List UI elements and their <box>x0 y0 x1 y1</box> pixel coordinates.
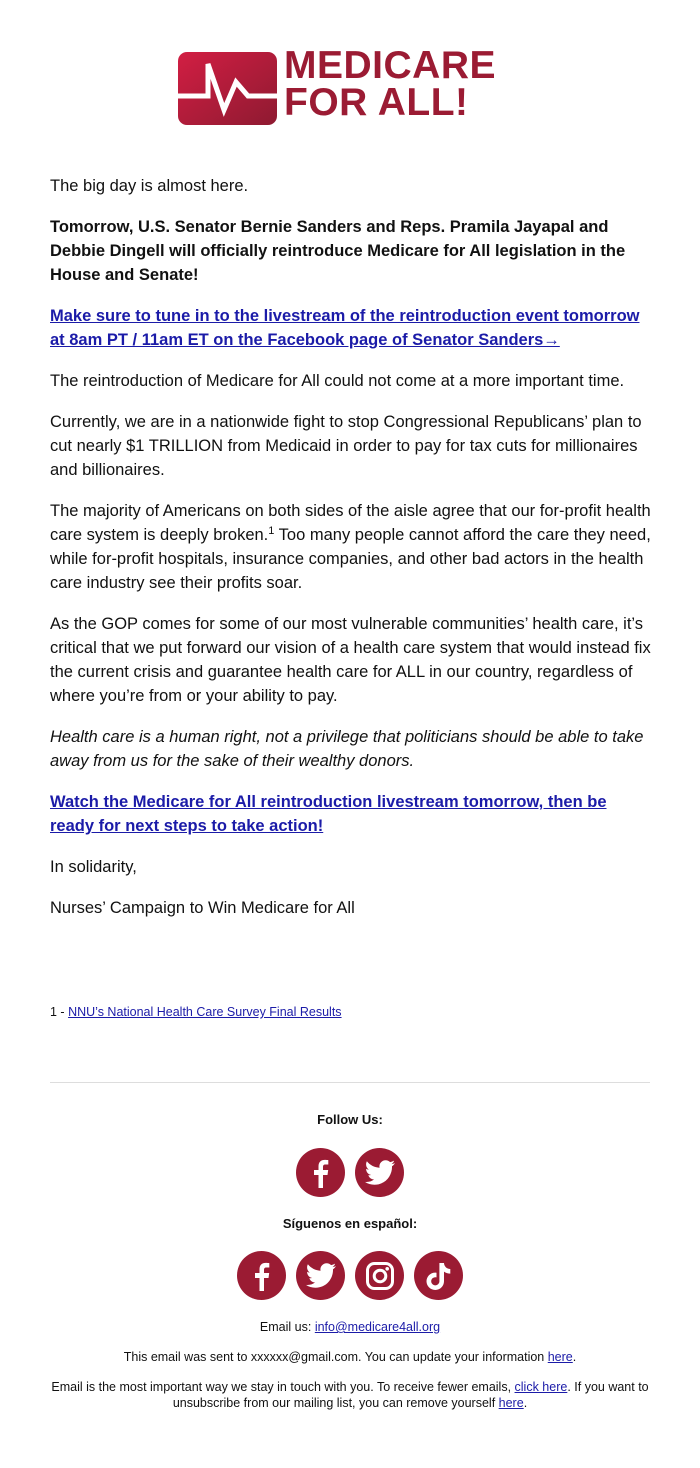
email-us-line <box>0 1319 700 1335</box>
sent-to-end: . <box>572 1350 577 1364</box>
unsubscribe-notice <box>50 1379 650 1411</box>
logo-heartbeat-icon <box>178 52 277 125</box>
footer-divider <box>50 1082 650 1083</box>
sent-to-text: This email was sent to xxxxxx@gmail.com. You can update your information <box>123 1350 548 1364</box>
medicaid-paragraph: Currently, we are in a nationwide fight to stop Congressional Republicans’ plan to cut nearly $1 TRILLION from Medicaid in order to pay for tax cuts for millionaires and billionaires. <box>50 413 642 479</box>
logo-line-1: MEDICARE <box>284 44 497 87</box>
announcement-paragraph: Tomorrow, U.S. Senator Bernie Sanders and Reps. Pramila Jayapal and Debbie Dingell will officially reintroduce Medicare for All legislation in the House and Senate! <box>50 218 626 284</box>
fewer-emails-text: Email is the most important way we stay in touch with you. To receive fewer emails, <box>51 1380 515 1394</box>
email-us-label: Email us: <box>259 1320 315 1334</box>
footnote <box>50 1004 342 1020</box>
livestream-cta-paragraph <box>50 304 655 352</box>
contact-email-link[interactable]: info@medicare4all.org <box>314 1320 441 1334</box>
twitter-icon[interactable] <box>296 1251 345 1300</box>
footnote-marker: 1 <box>268 525 275 537</box>
broken-system-paragraph <box>50 499 655 595</box>
human-right-paragraph: Health care is a human right, not a privilege that politicians should be able to take away from us for the sake of their wealthy donors. <box>50 728 644 770</box>
follow-us-label: Follow Us: <box>317 1112 383 1127</box>
facebook-icon[interactable] <box>296 1148 345 1197</box>
facebook-icon[interactable] <box>237 1251 286 1300</box>
watch-livestream-link[interactable]: Watch the Medicare for All reintroduction livestream tomorrow, then be ready for next steps to take action! <box>50 793 607 835</box>
logo-line-2: FOR ALL! <box>284 81 469 124</box>
gop-paragraph: As the GOP comes for some of our most vulnerable communities’ health care, it’s critical that we put forward our vision of a health care system that would instead fix the current crisis and guarantee health care for ALL in our country, regardless of where you’re from or your ability to pay. <box>50 615 651 705</box>
spanish-follow-label: Síguenos en español: <box>282 1216 418 1231</box>
spanish-icons-row <box>0 1251 700 1300</box>
unsubscribe-link[interactable]: here <box>498 1396 524 1410</box>
livestream-cta-link[interactable]: Make sure to tune in to the livestream of the reintroduction event tomorrow at 8am PT / 11am ET on the Facebook page of Senator Sanders→ <box>50 307 640 349</box>
survey-results-link[interactable]: NNU’s National Health Care Survey Final Results <box>68 1005 342 1019</box>
instagram-icon[interactable] <box>355 1251 404 1300</box>
signature: Nurses’ Campaign to Win Medicare for All <box>50 899 355 917</box>
medicare-for-all-logo <box>178 44 523 126</box>
logo-wordmark <box>284 44 497 124</box>
twitter-icon[interactable] <box>355 1148 404 1197</box>
unsubscribe-text: . If you want to unsubscribe from our mailing list, you can remove yourself <box>172 1380 649 1410</box>
signoff: In solidarity, <box>50 858 137 876</box>
follow-icons-row <box>0 1148 700 1197</box>
broken-system-text-a: The majority of Americans on both sides of the aisle agree that our for-profit health care system is deeply broken. <box>50 502 651 544</box>
broken-system-text-b: Too many people cannot afford the care they need, while for-profit hospitals, insurance companies, and other bad actors in the health care industry see their profits soar. <box>50 526 651 592</box>
sent-to-line <box>0 1349 700 1365</box>
email-footer <box>0 1108 700 1411</box>
timing-paragraph: The reintroduction of Medicare for All could not come at a more important time. <box>50 372 625 390</box>
intro-paragraph: The big day is almost here. <box>50 177 249 195</box>
email-body <box>50 174 655 937</box>
footnote-prefix: 1 - <box>50 1005 69 1019</box>
update-info-link[interactable]: here <box>547 1350 573 1364</box>
unsubscribe-end: . <box>523 1396 528 1410</box>
fewer-emails-link[interactable]: click here <box>514 1380 568 1394</box>
tiktok-icon[interactable] <box>414 1251 463 1300</box>
watch-cta-paragraph <box>50 790 655 838</box>
